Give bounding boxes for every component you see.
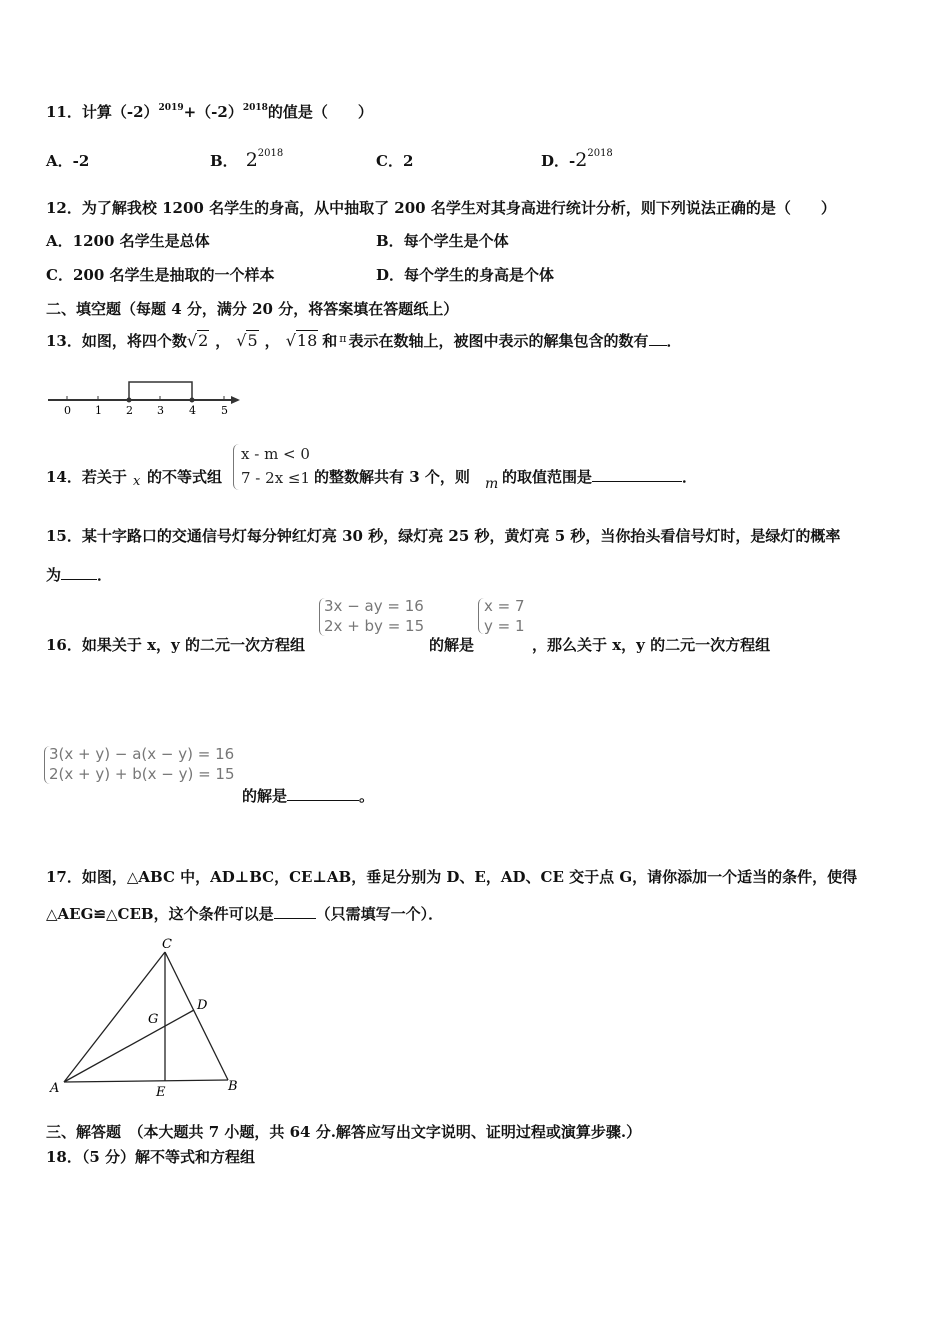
q14-prefix: 14．若关于 bbox=[46, 468, 127, 486]
q11-option-b: B． $2^{2018}$ bbox=[210, 148, 284, 171]
q14-brace bbox=[233, 444, 240, 490]
vertex-label-a: A bbox=[50, 1081, 60, 1096]
q14-inequality-system: x - m < 0 7 - 2x ≤1 bbox=[241, 445, 311, 487]
vertex-label-c: C bbox=[162, 937, 172, 952]
sqrt-2: √2 bbox=[186, 331, 209, 350]
vertex-label-b: B bbox=[228, 1079, 238, 1094]
point-label-d: D bbox=[197, 998, 208, 1013]
number-line-arrow bbox=[231, 396, 240, 404]
q14-suffix: 的取值范围是 ． bbox=[502, 468, 698, 486]
endpoint-4 bbox=[190, 398, 195, 403]
sqrt-5: √5 bbox=[236, 331, 258, 350]
q13-stem: 13．如图，将四个数√2 ， √5 ， √18 和 $^\pi$ 表示在数轴上，被图中表示的解集包含的数有 ． bbox=[46, 331, 682, 350]
q15-line2: 为 ． bbox=[46, 566, 113, 584]
tick-label-2: 2 bbox=[126, 404, 133, 417]
q16-solution: x = 7 y = 1 bbox=[484, 597, 525, 635]
pi-symbol: π bbox=[339, 332, 347, 345]
q11-option-a: A．-2 bbox=[46, 152, 90, 170]
section-2-heading: 二、填空题（每题 4 分，满分 20 分，将答案填在答题纸上） bbox=[46, 300, 459, 318]
q13-answer-blank[interactable] bbox=[649, 331, 667, 346]
q14-answer-blank[interactable] bbox=[592, 467, 682, 482]
side-ab bbox=[64, 1080, 228, 1082]
q16-mid: 的解是 bbox=[429, 636, 475, 654]
q16-suffix: ，那么关于 x，y 的二元一次方程组 bbox=[532, 636, 771, 654]
q14-mid: 的不等式组 bbox=[147, 468, 223, 486]
q13-number-line bbox=[44, 376, 254, 418]
q12-option-a: A．1200 名学生是总体 bbox=[46, 232, 210, 250]
q14-mid2: 的整数解共有 3 个，则 bbox=[314, 468, 470, 486]
q14-var-x: x bbox=[133, 474, 141, 489]
tick-label-1: 1 bbox=[95, 404, 102, 417]
q12-stem: 12．为了解我校 1200 名学生的身高，从中抽取了 200 名学生对其身高进行统计分析，则下列说法正确的是（ ） bbox=[46, 199, 836, 217]
q16-system-1: 3x − ay = 16 2x + by = 15 bbox=[324, 597, 425, 635]
altitude-ad bbox=[64, 1010, 194, 1082]
q17-triangle-figure bbox=[40, 930, 250, 1105]
sqrt-18: √18 bbox=[285, 331, 318, 350]
q15-answer-blank[interactable] bbox=[61, 565, 97, 580]
q12-option-c: C．200 名学生是抽取的一个样本 bbox=[46, 266, 275, 284]
q17-answer-blank[interactable] bbox=[274, 904, 316, 919]
q18-stem: 18．（5 分）解不等式和方程组 bbox=[46, 1148, 256, 1166]
tick-label-0: 0 bbox=[64, 404, 71, 417]
q17-line2: △AEG≌△CEB，这个条件可以是 （只需填写一个）． bbox=[46, 905, 444, 923]
q11-option-d: D．$-2^{2018}$ bbox=[541, 148, 613, 171]
point-label-e: E bbox=[156, 1085, 166, 1100]
section-3-heading: 三、解答题 （本大题共 7 小题，共 64 分.解答应写出文字说明、证明过程或演算步骤.） bbox=[46, 1123, 642, 1141]
point-label-g: G bbox=[148, 1012, 159, 1027]
q16-system-2: 3(x + y) − a(x − y) = 16 2(x + y) + b(x − y) = 15 bbox=[49, 745, 235, 783]
tick-label-5: 5 bbox=[221, 404, 228, 417]
q16-prefix: 16．如果关于 x，y 的二元一次方程组 bbox=[46, 636, 305, 654]
q16-tail: 的解是 。 bbox=[242, 787, 375, 805]
tick-label-4: 4 bbox=[189, 404, 196, 417]
q12-option-d: D．每个学生的身高是个体 bbox=[376, 266, 555, 284]
q11-option-c: C．2 bbox=[376, 152, 414, 170]
q16-answer-blank[interactable] bbox=[287, 786, 359, 801]
q14-var-m: m bbox=[485, 476, 499, 492]
q12-option-b: B．每个学生是个体 bbox=[376, 232, 509, 250]
endpoint-2 bbox=[127, 398, 132, 403]
q17-line1: 17．如图，△ABC 中，AD⊥BC，CE⊥AB，垂足分别为 D、E，AD、CE 交于点 G，请你添加一个适当的条件，使得 bbox=[46, 868, 858, 886]
side-cb bbox=[165, 952, 228, 1080]
q11-stem: 11．计算$(-2)^{2019}+(-2)^{2018}$的值是（ ） bbox=[46, 103, 373, 121]
q15-line1: 15．某十字路口的交通信号灯每分钟红灯亮 30 秒，绿灯亮 25 秒，黄灯亮 5 秒，当你抬头看信号灯时，是绿灯的概率 bbox=[46, 527, 841, 545]
tick-label-3: 3 bbox=[157, 404, 164, 417]
